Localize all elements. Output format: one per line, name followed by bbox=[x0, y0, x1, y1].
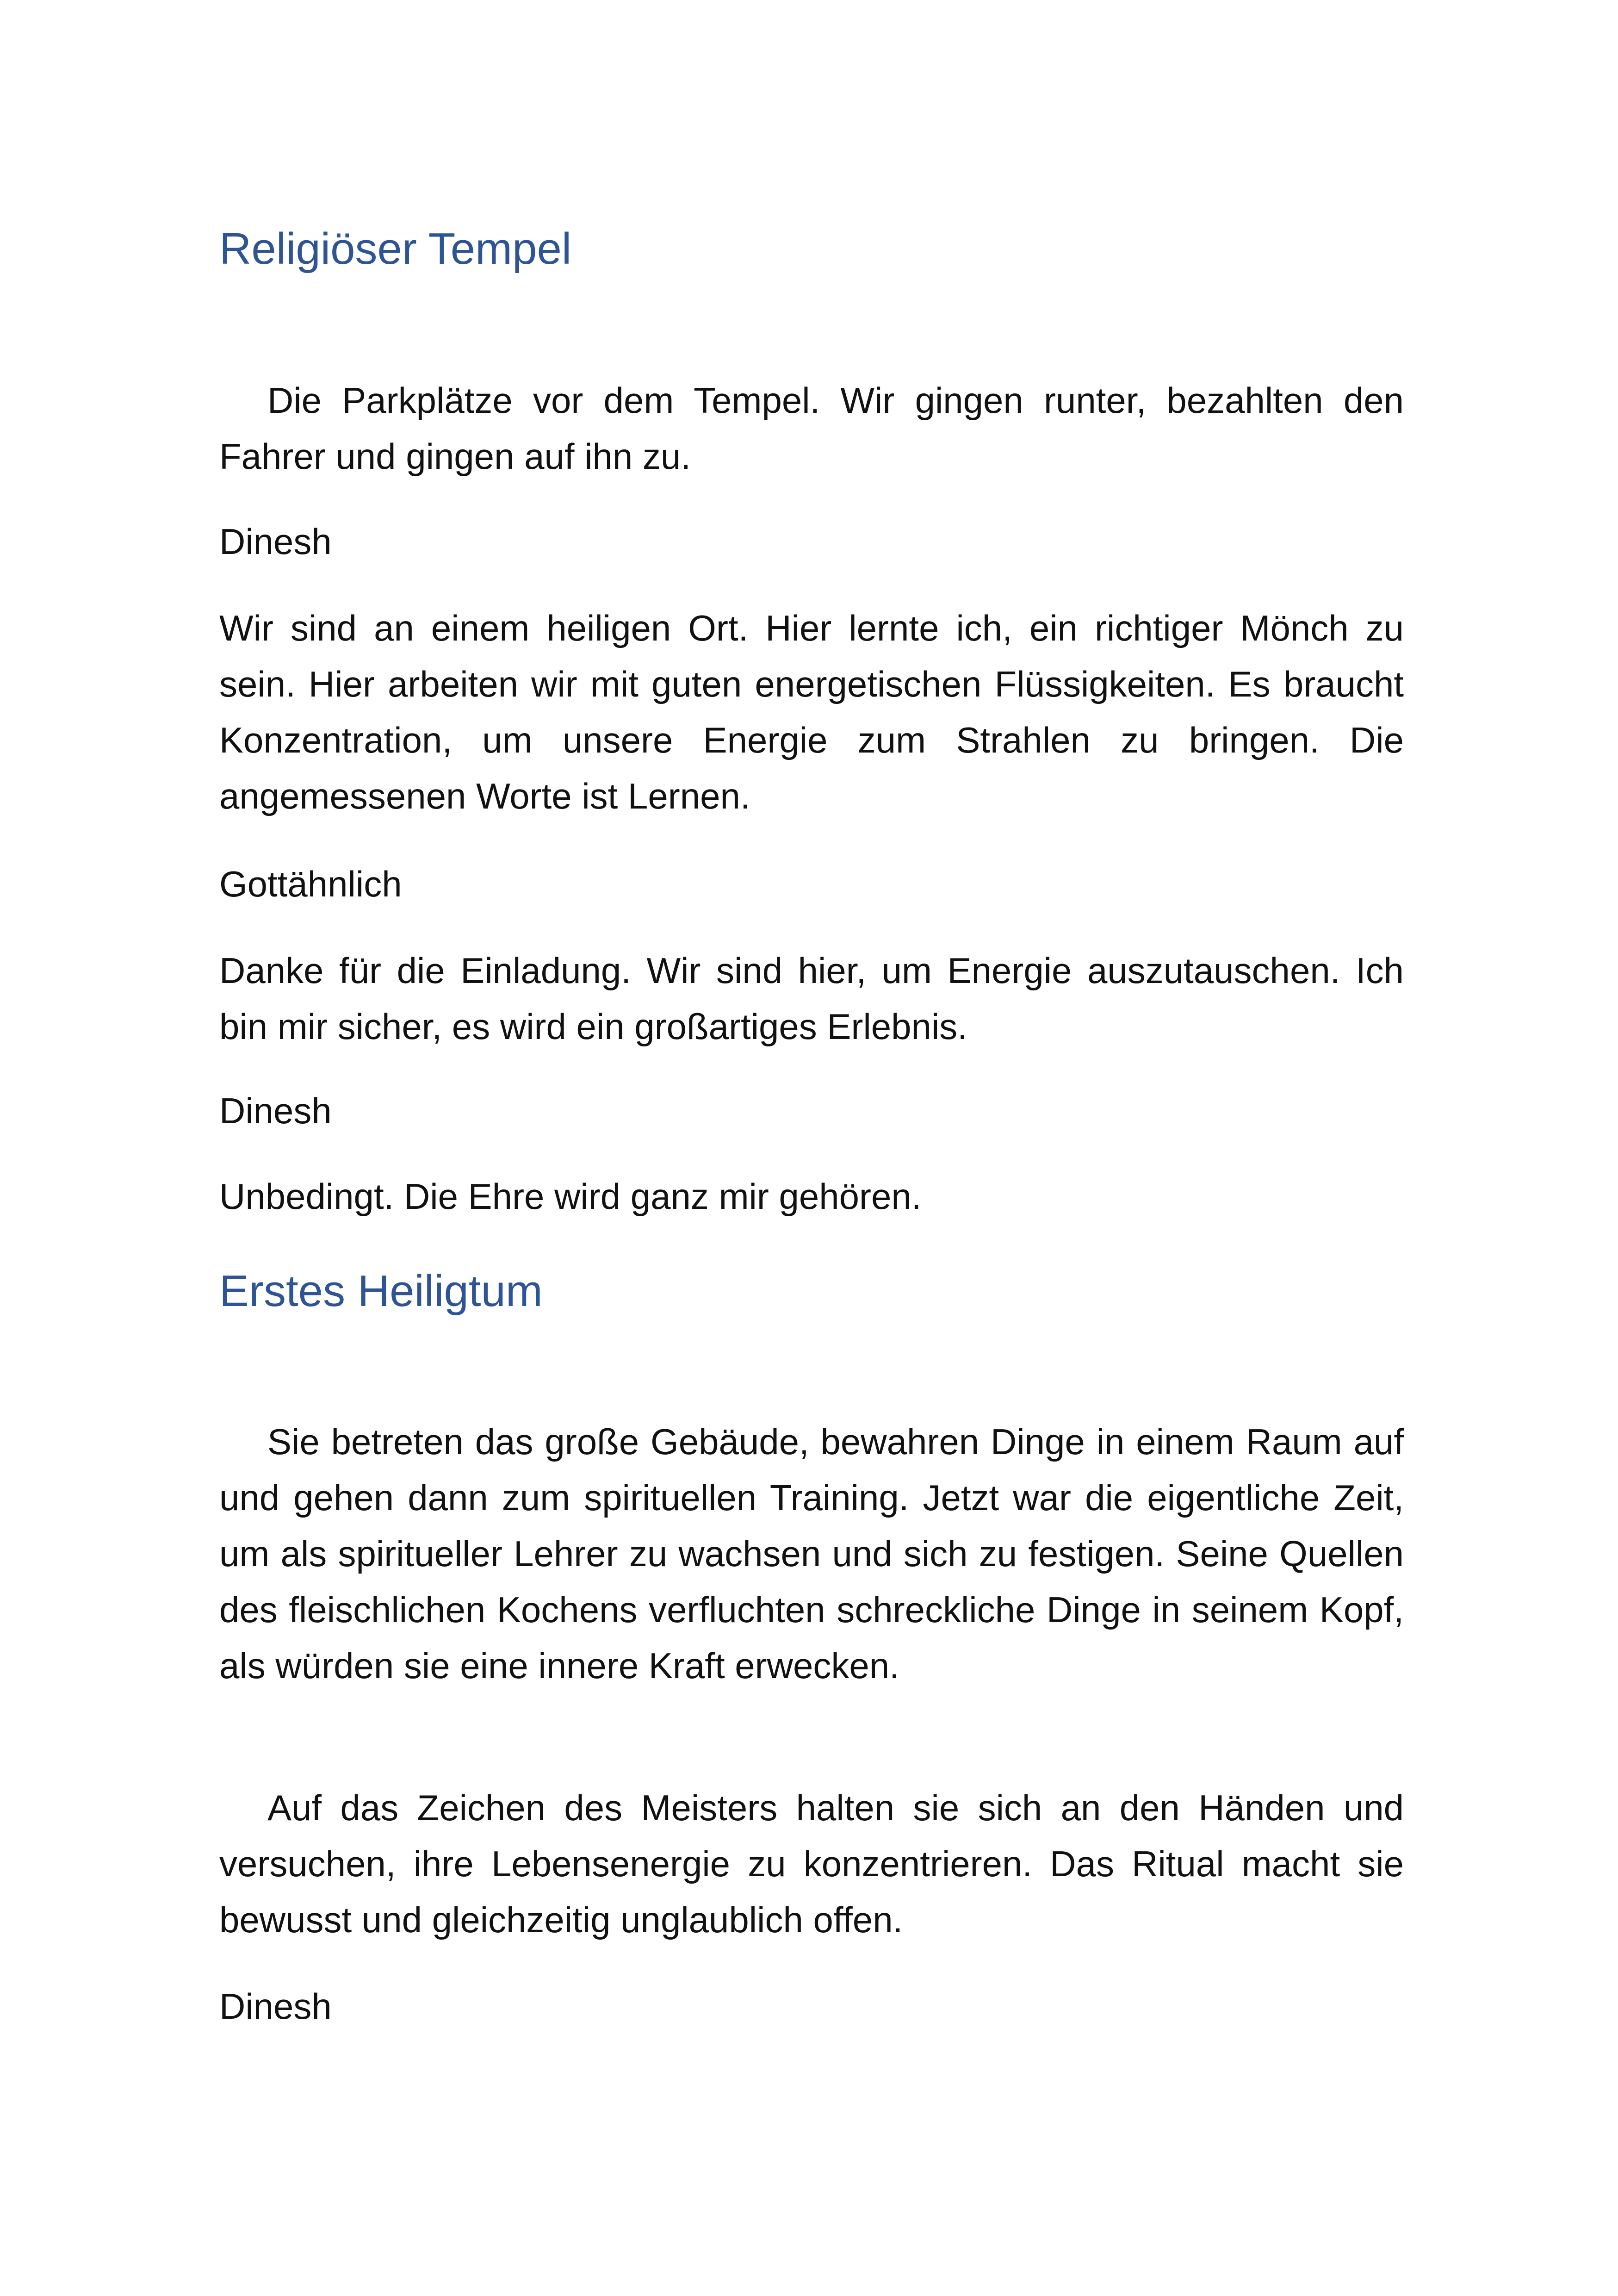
paragraph-meister: Auf das Zeichen des Meisters halten sie sich an den Händen und versuchen, ihre Lebensenergie zu konzentrieren. Das Ritual macht sie bewusst und gleichzeitig unglaublich offen. bbox=[219, 1787, 1404, 1940]
heading-religioeser-tempel: Religiöser Tempel bbox=[219, 224, 572, 274]
paragraph-einladung: Danke für die Einladung. Wir sind hier, um Energie auszutauschen. Ich bin mir sicher, es wird ein großartiges Erlebnis. bbox=[219, 950, 1404, 1047]
speaker-dinesh-3: Dinesh bbox=[219, 1986, 332, 2027]
paragraph-gebaeude: Sie betreten das große Gebäude, bewahren Dinge in einem Raum auf und gehen dann zum spirituellen Training. Jetzt war die eigentliche Zeit, um als spiritueller Lehrer zu wachsen und sich zu festigen. Seine Quellen des fleischlichen Kochens verfluchten schreckliche Dinge in seinem Kopf, als würden sie eine innere Kraft erwecken. bbox=[219, 1421, 1404, 1686]
heading-erstes-heiligtum: Erstes Heiligtum bbox=[219, 1266, 543, 1316]
paragraph-parkplaetze: Die Parkplätze vor dem Tempel. Wir gingen runter, bezahlten den Fahrer und gingen auf ihn zu. bbox=[219, 380, 1404, 477]
speaker-dinesh-2: Dinesh bbox=[219, 1090, 332, 1131]
paragraph-unbedingt: Unbedingt. Die Ehre wird ganz mir gehören. bbox=[219, 1176, 922, 1217]
speaker-gottaehnlich: Gottähnlich bbox=[219, 864, 402, 904]
speaker-dinesh-1: Dinesh bbox=[219, 521, 332, 562]
paragraph-heiliger-ort: Wir sind an einem heiligen Ort. Hier lernte ich, ein richtiger Mönch zu sein. Hier arbeiten wir mit guten energetischen Flüssigkeiten. Es braucht Konzentration, um unsere Energie zum Strahlen zu bringen. Die angemessenen Worte ist Lernen. bbox=[219, 608, 1404, 816]
document-page bbox=[219, 0, 1404, 2296]
